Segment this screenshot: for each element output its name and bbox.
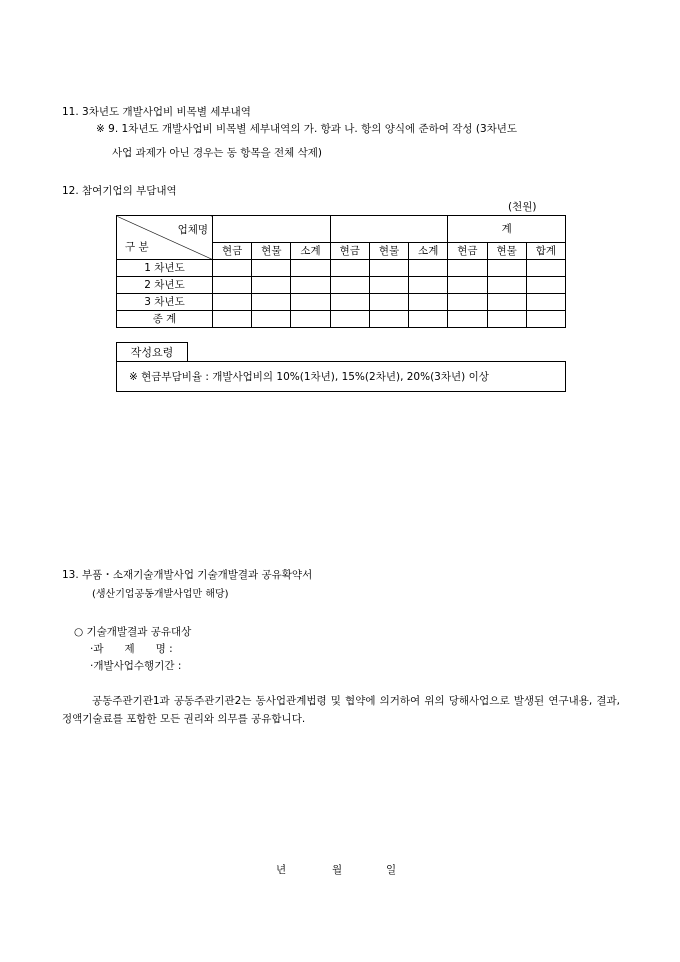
agreement-paragraph: 공동주관기관1과 공동주관기관2는 동사업관계법령 및 협약에 의거하여 위의 당해사업으로 발생된 연구내용, 결과, 정액기술료를 포함한 모든 권리와 의무를 공유합니다. — [62, 695, 620, 725]
table-row — [117, 260, 566, 277]
table-cell[interactable] — [213, 311, 252, 328]
table-row — [117, 294, 566, 311]
subheader-cell: 현금 — [448, 243, 487, 260]
subheader-cell: 합계 — [526, 243, 565, 260]
subheader-cell: 현물 — [369, 243, 408, 260]
total-header-cell: 계 — [448, 216, 566, 243]
guide-title: 작성요령 — [116, 342, 188, 362]
table-cell[interactable] — [291, 294, 330, 311]
date-day: 일 — [386, 864, 397, 876]
table-cell[interactable] — [448, 294, 487, 311]
table-cell[interactable] — [369, 277, 408, 294]
corner-header-category: 구 분 — [125, 241, 149, 253]
table-cell[interactable] — [487, 260, 526, 277]
subheader-cell: 현금 — [330, 243, 369, 260]
row-label: 2 차년도 — [117, 277, 213, 294]
table-cell[interactable] — [487, 294, 526, 311]
corner-header-cell — [117, 216, 213, 260]
table-cell[interactable] — [487, 277, 526, 294]
table-cell[interactable] — [330, 277, 369, 294]
table-cell[interactable] — [409, 294, 448, 311]
table-cell[interactable] — [409, 311, 448, 328]
subheader-cell: 현물 — [487, 243, 526, 260]
table-cell[interactable] — [213, 294, 252, 311]
table-cell[interactable] — [291, 277, 330, 294]
table-cell[interactable] — [526, 260, 565, 277]
section-11-note-line1: ※ 9. 1차년도 개발사업비 비목별 세부내역의 가. 항과 나. 항의 양식에 준하여 작성 (3차년도 — [96, 123, 518, 135]
section-11-note-line2: 사업 과제가 아닌 경우는 동 항목을 전체 삭제) — [112, 147, 323, 159]
table-cell[interactable] — [291, 311, 330, 328]
subheader-cell: 소계 — [291, 243, 330, 260]
table-cell[interactable] — [526, 294, 565, 311]
subheader-cell: 현금 — [213, 243, 252, 260]
company2-header-cell — [330, 216, 448, 243]
table-cell[interactable] — [448, 260, 487, 277]
project-name-field: ·과 제 명 : — [90, 643, 173, 655]
table-cell[interactable] — [330, 260, 369, 277]
table-cell[interactable] — [252, 294, 291, 311]
table-cell[interactable] — [526, 277, 565, 294]
table-cell[interactable] — [213, 277, 252, 294]
section-11-heading: 11. 3차년도 개발사업비 비목별 세부내역 — [62, 106, 251, 118]
table-cell[interactable] — [252, 260, 291, 277]
subheader-cell: 현물 — [252, 243, 291, 260]
unit-label: (천원) — [508, 201, 537, 213]
table-cell[interactable] — [252, 277, 291, 294]
section-13-subheading: (생산기업공동개발사업만 해당) — [92, 589, 229, 600]
table-cell[interactable] — [448, 311, 487, 328]
subheader-cell: 소계 — [409, 243, 448, 260]
table-cell[interactable] — [369, 294, 408, 311]
table-cell[interactable] — [409, 260, 448, 277]
table-cell[interactable] — [330, 294, 369, 311]
table-row — [117, 277, 566, 294]
table-cell[interactable] — [213, 260, 252, 277]
table-cell[interactable] — [487, 311, 526, 328]
date-month: 월 — [332, 864, 343, 876]
table-cell[interactable] — [252, 311, 291, 328]
table-row — [117, 311, 566, 328]
table-cell[interactable] — [330, 311, 369, 328]
table-cell[interactable] — [291, 260, 330, 277]
company1-header-cell — [213, 216, 331, 243]
row-label: 3 차년도 — [117, 294, 213, 311]
table-cell[interactable] — [448, 277, 487, 294]
table-cell[interactable] — [369, 260, 408, 277]
table-cell[interactable] — [409, 277, 448, 294]
row-label: 1 차년도 — [117, 260, 213, 277]
section-13-heading: 13. 부품・소재기술개발사업 기술개발결과 공유확약서 — [62, 569, 313, 581]
corner-header-company: 업체명 — [177, 224, 208, 236]
guide-box — [116, 361, 566, 392]
table-cell[interactable] — [369, 311, 408, 328]
table-cell[interactable] — [526, 311, 565, 328]
share-target-title: ○ 기술개발결과 공유대상 — [74, 626, 192, 638]
project-period-field: ·개발사업수행기간 : — [90, 660, 182, 672]
date-year: 년 — [276, 864, 287, 876]
row-label: 종 계 — [117, 311, 213, 328]
section-12-heading: 12. 참여기업의 부담내역 — [62, 185, 177, 197]
guide-text: ※ 현금부담비율 : 개발사업비의 10%(1차년), 15%(2차년), 20%(3차년) 이상 — [129, 371, 489, 383]
burden-table — [116, 215, 566, 328]
